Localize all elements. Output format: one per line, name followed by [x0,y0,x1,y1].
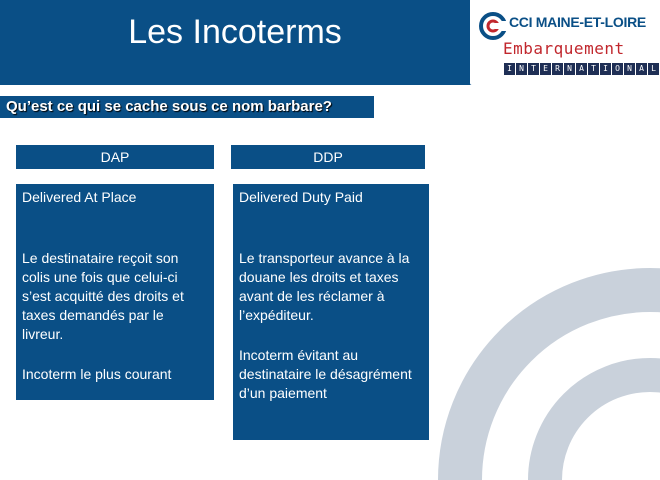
card-ddp-name: Delivered Duty Paid [239,189,363,205]
column-heading-ddp: DDP [231,145,425,169]
logo-tag-letter: L [648,63,659,75]
logo-tag-letter: T [528,63,539,75]
logo-tag-letter: E [540,63,551,75]
card-ddp-description: Le transporteur avance à la douane les droits et taxes avant de les réclamer à l’expéditeur. [239,250,410,323]
logo-tag-letter: I [504,63,515,75]
card-dap-name: Delivered At Place [22,189,137,205]
logo-tag-letter: N [516,63,527,75]
logo-tag-letter: A [576,63,587,75]
card-dap-note: Incoterm le plus courant [22,366,172,382]
page-title: Les Incoterms [128,13,342,51]
logo-tag-letter: A [636,63,647,75]
card-dap-description: Le destinataire reçoit son colis une fois que celui-ci s’est acquitté des droits et taxes demandés par le livreur. [22,250,184,342]
logo-brand: CCI MAINE-ET-LOIRE [509,14,646,30]
card-dap [16,184,214,400]
logo-subtitle: Embarquement [503,39,625,58]
logo-tag [504,63,660,75]
column-heading-dap: DAP [16,145,214,169]
logo-tag-letter: N [564,63,575,75]
logo-tag-letter: N [624,63,635,75]
logo-tag-letter: R [552,63,563,75]
cci-logo-icon [479,12,507,40]
logo-tag-letter: T [588,63,599,75]
question-banner: Qu’est ce qui se cache sous ce nom barbare? [0,96,374,118]
card-ddp-note: Incoterm évitant au destinataire le désagrément d’un paiement [239,347,412,401]
logo-tag-letter: O [612,63,623,75]
card-ddp [233,184,429,440]
logo-tag-letter: I [600,63,611,75]
decorative-rings-icon [440,270,650,480]
